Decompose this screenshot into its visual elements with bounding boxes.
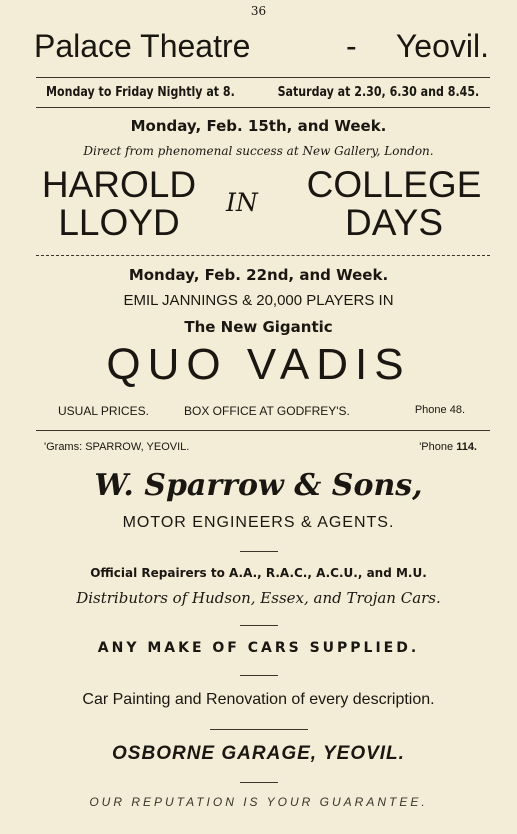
film1-title-line2: DAYS [344, 202, 443, 243]
film1-star-line2: LLOYD [58, 202, 180, 243]
weekday-times: Monday to Friday Nightly at 8. [46, 85, 235, 100]
divider [36, 77, 490, 78]
saturday-times: Saturday at 2.30, 6.30 and 8.45. [277, 85, 479, 100]
film2-phone: Phone 48. [414, 404, 465, 416]
sparrow-phone-number: 114. [456, 441, 477, 453]
sparrow-supplied: ANY MAKE OF CARS SUPPLIED. [97, 640, 420, 656]
sparrow-garage: OSBORNE GARAGE, YEOVIL. [112, 743, 405, 764]
film2-date: Monday, Feb. 22nd, and Week. [128, 266, 389, 284]
film2-cast: EMIL JANNINGS & 20,000 PLAYERS IN [123, 292, 394, 309]
film2-footer [0, 404, 517, 422]
divider [36, 430, 490, 431]
film1-billing [0, 166, 517, 244]
film1-title-line1: COLLEGE [306, 164, 482, 205]
theatre-town: Yeovil. [395, 28, 489, 64]
sparrow-name: W. Sparrow & Sons, [94, 468, 423, 503]
film2-box-office: BOX OFFICE AT GODFREY'S. [184, 404, 350, 418]
sparrow-grams: 'Grams: SPARROW, YEOVIL. [44, 441, 190, 453]
theatre-heading [34, 28, 489, 70]
film2-billing: The New Gigantic [184, 318, 333, 336]
film1-note: Direct from phenomenal success at New Gallery, London. [83, 144, 434, 158]
sparrow-painting: Car Painting and Renovation of every description. [82, 691, 435, 708]
sparrow-distributors: Distributors of Hudson, Essex, and Trojan Cars. [76, 589, 441, 607]
short-rule [240, 551, 278, 552]
film1-date: Monday, Feb. 15th, and Week. [130, 117, 387, 135]
film2-title: QUO VADIS [106, 340, 411, 389]
film1-connector: IN [226, 188, 258, 217]
showtimes [0, 85, 517, 105]
divider [36, 255, 490, 256]
short-rule [240, 675, 278, 676]
page-number: 36 [250, 4, 267, 18]
theatre-name: Palace Theatre [34, 28, 251, 64]
short-rule [240, 782, 278, 783]
divider [36, 107, 490, 108]
film1-star-line1: HAROLD [41, 164, 197, 205]
short-rule [210, 729, 308, 730]
sparrow-repairers: Official Repairers to A.A., R.A.C., A.C.U., and M.U. [90, 566, 427, 580]
theatre-separator: - [346, 28, 357, 64]
sparrow-phone-label: 'Phone [419, 441, 454, 453]
sparrow-slogan: OUR REPUTATION IS YOUR GUARANTEE. [89, 795, 428, 809]
short-rule [240, 625, 278, 626]
sparrow-contact [0, 441, 517, 459]
film2-prices: USUAL PRICES. [58, 404, 149, 418]
sparrow-trade: MOTOR ENGINEERS & AGENTS. [122, 514, 395, 531]
